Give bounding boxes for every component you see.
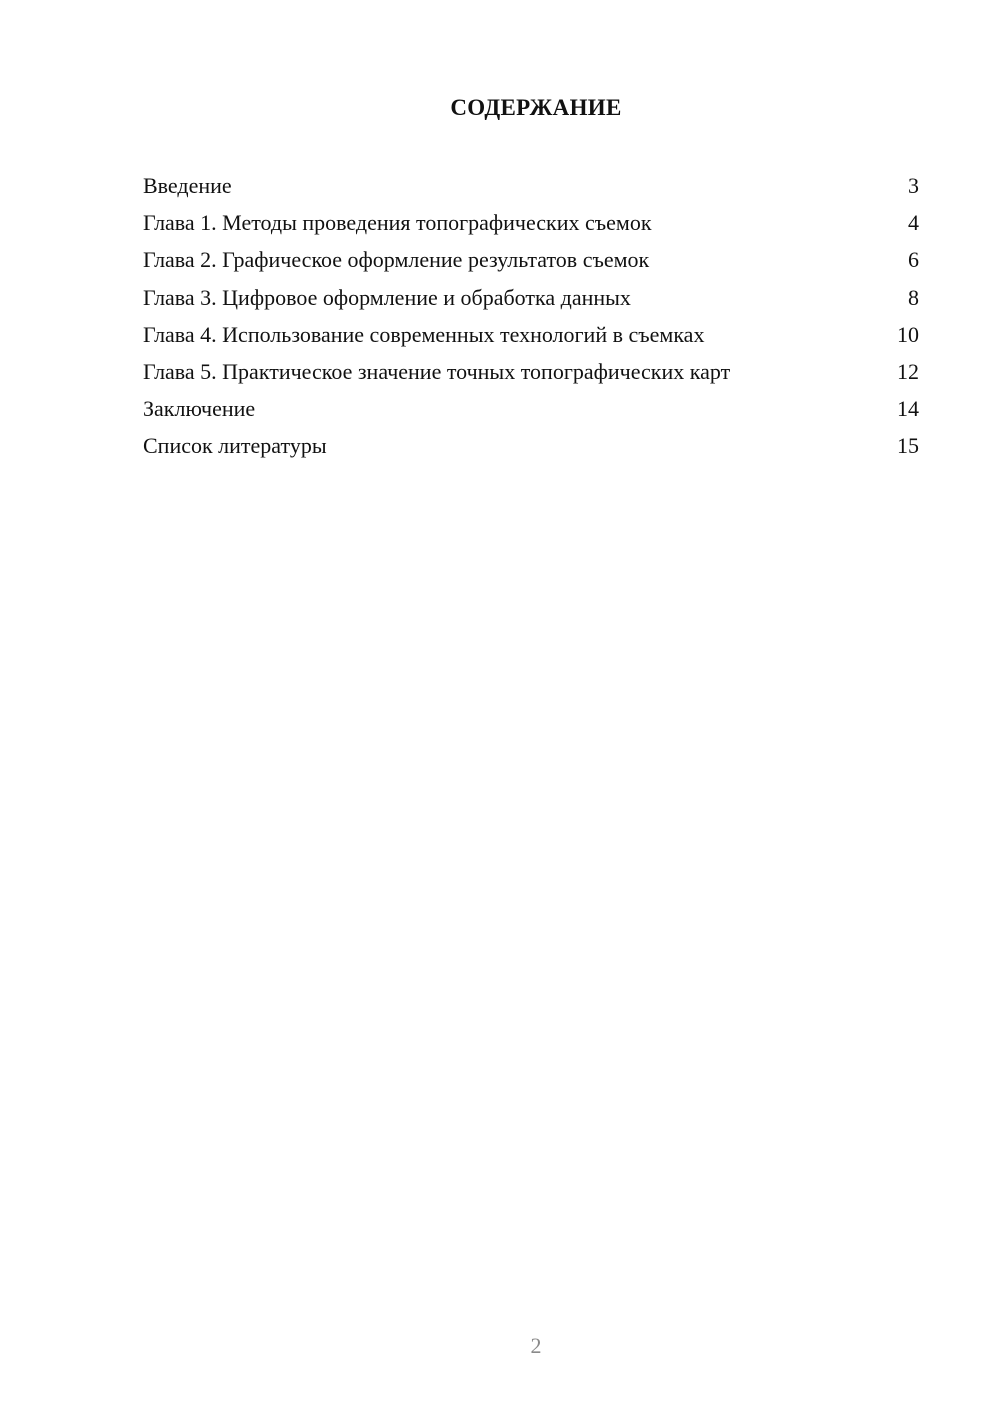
toc-entry-chapter-2 [143,241,919,278]
toc-entry-page: 15 [897,433,919,459]
toc-entry-title: Список литературы [143,433,327,459]
toc-entry-page: 8 [908,284,919,310]
toc-entry-bibliography [143,427,919,464]
toc-entry-introduction [143,167,919,204]
toc-entry-chapter-1 [143,204,919,241]
toc-entry-page: 10 [897,321,919,347]
toc-entry-title: Глава 1. Методы проведения топографических съемок [143,210,652,236]
toc-entry-title: Введение [143,173,232,198]
toc-entry-chapter-5 [143,353,919,390]
toc-entry-page: 12 [897,358,919,384]
toc-entry-chapter-3 [143,279,919,316]
toc-entry-chapter-4 [143,316,919,353]
table-of-contents [143,167,919,465]
page-title: СОДЕРЖАНИЕ [450,95,622,120]
toc-entry-page: 4 [908,210,919,236]
toc-entry-page: 3 [908,173,919,198]
toc-entry-title: Заключение [143,396,256,422]
toc-entry-title: Глава 5. Практическое значение точных топографических карт [143,358,731,384]
toc-entry-title: Глава 3. Цифровое оформление и обработка данных [143,284,631,310]
toc-entry-conclusion [143,390,919,427]
page-number: 2 [530,1333,542,1358]
toc-entry-page: 14 [897,396,919,422]
toc-entry-page: 6 [908,247,919,273]
toc-entry-title: Глава 4. Использование современных технологий в съемках [143,321,705,347]
toc-entry-title: Глава 2. Графическое оформление результатов съемок [143,247,650,273]
